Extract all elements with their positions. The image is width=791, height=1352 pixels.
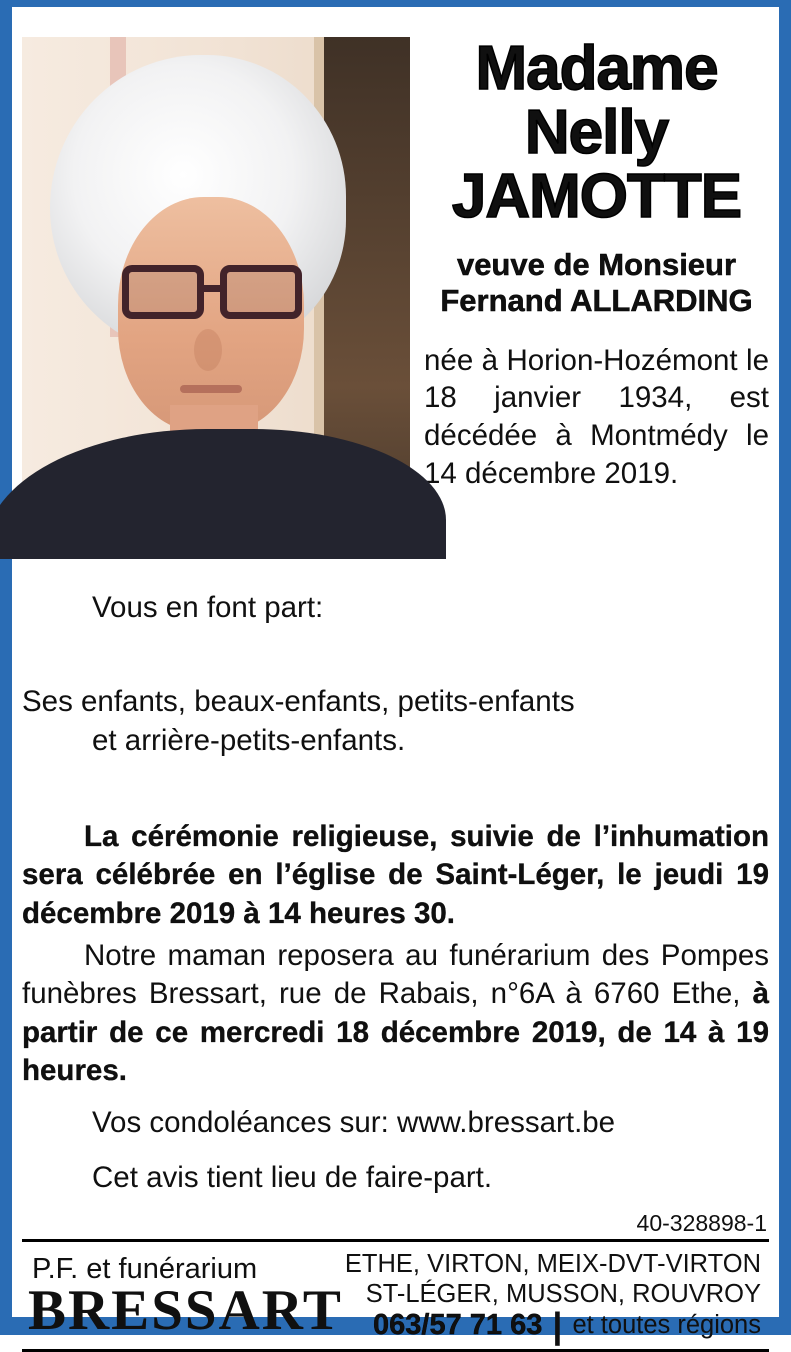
obituary-page — [12, 7, 779, 1346]
deceased-first-name: Nelly — [524, 97, 669, 167]
condolences-line: Vos condoléances sur: www.bressart.be — [92, 1106, 616, 1140]
top-section — [22, 34, 769, 537]
header-column — [424, 34, 769, 537]
funeral-home-brand-block — [28, 1252, 343, 1342]
repose-paragraph — [22, 937, 769, 1090]
phone-number: 063/57 71 63 — [373, 1309, 543, 1342]
regions-line3: et toutes régions — [572, 1311, 761, 1340]
body-section — [22, 537, 769, 1239]
widow-subtitle-line2: Fernand ALLARDING — [440, 283, 753, 319]
portrait-glasses — [122, 265, 318, 327]
repose-text-bold: à partir de ce mercredi 18 décembre 2019, de 14 à 19 heures. — [22, 977, 769, 1088]
family-block — [22, 683, 769, 760]
glasses-bridge — [202, 285, 222, 292]
deceased-title-madame: Madame — [475, 34, 718, 103]
faire-part-line: Cet avis tient lieu de faire-part. — [92, 1160, 493, 1194]
funeral-home-name: BRESSART — [28, 1278, 343, 1342]
reference-number: 40-328898-1 — [636, 1210, 767, 1237]
repose-text-normal: Notre maman reposera au funérarium des Pompes funèbres Bressart, rue de Rabais, n°6A à 6760 Ethe, — [22, 939, 769, 1011]
vertical-bar-separator: | — [552, 1304, 563, 1346]
funeral-home-footer — [22, 1239, 769, 1352]
portrait-mouth — [180, 385, 242, 393]
widow-subtitle-line1: veuve de Monsieur — [456, 246, 737, 282]
birth-death-paragraph: née à Horion-Hozémont le 18 janvier 1934, est décédée à Montmédy le 14 décembre 2019. — [424, 343, 769, 490]
glasses-left-lens — [122, 265, 204, 319]
regions-line2: ST-LÉGER, MUSSON, ROUVROY — [365, 1279, 761, 1308]
deceased-last-name: JAMOTTE — [451, 161, 742, 231]
glasses-right-lens — [220, 265, 302, 319]
regions-line1: ETHE, VIRTON, MEIX-DVT-VIRTON — [344, 1250, 761, 1279]
ceremony-paragraph: La cérémonie religieuse, suivie de l’inhumation sera célébrée en l’église de Saint-Léger, le jeudi 19 décembre 2019 à 14 heures 30. — [22, 820, 769, 930]
funeral-home-regions — [344, 1250, 763, 1346]
family-line1: Ses enfants, beaux-enfants, petits-enfants — [22, 685, 575, 719]
widow-subtitle — [424, 247, 769, 320]
family-line2: et arrière-petits-enfants. — [92, 723, 406, 757]
announcement-line: Vous en font part: — [92, 591, 324, 624]
portrait-nose — [194, 329, 222, 371]
funeral-home-tagline: P.F. et funérarium — [32, 1252, 258, 1285]
portrait-photo — [22, 37, 410, 537]
phone-line — [345, 1304, 761, 1346]
